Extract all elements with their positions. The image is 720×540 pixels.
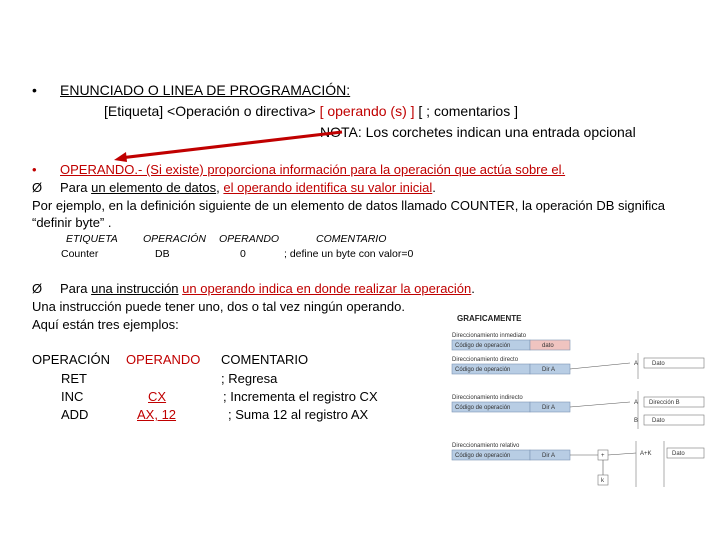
memory-address-label: A [634,400,639,406]
instr-operand-cx: CX [148,389,167,404]
example-paragraph-line1: Por ejemplo, en la definición siguiente de un elemento de datos llamado COUNTER, la operación DB significa [32,198,666,213]
bullet-operando: • [32,162,37,177]
instr-op-inc: INC [61,389,84,404]
header-operando: OPERANDO [219,233,280,245]
instruction-line [60,281,475,296]
offset-k: k [601,478,604,484]
instruction-term: una instrucción [91,281,179,296]
text-segment: , [216,180,220,195]
address-text: Dir A [542,453,556,459]
operando-term: OPERANDO. [60,162,139,177]
instr-header-operando: OPERANDO [126,352,201,367]
text-segment: . [471,281,475,296]
pointer-line [570,402,630,407]
mode-label-indirect: Direccionamiento indirecto [452,395,523,401]
addressing-modes-diagram [448,314,710,490]
memory-value: Dirección B [649,400,680,406]
opcode-text: Código de operación [455,367,511,373]
memory-address-label: B [634,418,639,424]
instr-header-operacion: OPERACIÓN [32,352,111,367]
initial-value-phrase: el operando identifica su valor inicial [223,180,433,195]
pointer-line [608,453,636,455]
address-text: Dir A [542,367,556,373]
operand-text: dato [542,343,554,349]
syntax-label-operation: [Etiqueta] <Operación o directiva> [104,103,316,119]
data-element-line [60,180,436,195]
memory-value: Dato [672,451,685,457]
mode-label-relative: Direccionamiento relativo [452,443,520,449]
cell-comentario: ; define un byte con valor=0 [284,248,414,260]
address-text: Dir A [542,405,556,411]
example-paragraph-line2: “definir byte” . [32,215,112,230]
arrow-bullet: Ø [32,180,43,195]
section-heading: ENUNCIADO O LINEA DE PROGRAMACIÓN: [60,82,351,98]
cell-operacion: DB [155,248,170,260]
header-etiqueta: ETIQUETA [66,233,118,245]
diagram-title: GRAFICAMENTE [457,314,522,323]
memory-value: Dato [652,418,665,424]
header-operacion: OPERACIÓN [143,233,207,245]
instr-operand-ax12: AX, 12 [137,407,177,422]
arrow-bullet: Ø [32,281,43,296]
syntax-line [104,103,518,119]
operand-count-line: Una instrucción puede tener uno, dos o tal vez ningún operando. [32,299,405,314]
bullet: • [32,82,37,98]
cell-operando: 0 [240,248,246,260]
pointer-line [570,363,630,369]
data-element-term: un elemento de datos [91,180,217,195]
examples-intro: Aquí están tres ejemplos: [32,317,179,332]
text-segment: Para [60,180,88,195]
operando-definition [60,162,565,177]
text-segment: . [432,180,436,195]
operand-location-phrase: un operando indica en donde realizar la operación [182,281,472,296]
opcode-text: Código de operación [455,453,511,459]
opcode-text: Código de operación [455,343,511,349]
instr-comment-ret: ; Regresa [221,371,278,386]
optional-note: NOTA: Los corchetes indican una entrada opcional [320,124,636,140]
header-comentario: COMENTARIO [316,233,387,245]
mode-label-immediate: Direccionamiento inmediato [452,333,527,339]
syntax-operands: [ operando (s) ] [319,103,415,119]
instr-op-ret: RET [61,371,87,386]
instr-comment-inc: ; Incrementa el registro CX [223,389,378,404]
opcode-text: Código de operación [455,405,511,411]
syntax-comments: [ ; comentarios ] [418,103,518,119]
mode-label-direct: Direccionamiento directo [452,357,519,363]
memory-address-label: A [634,361,639,367]
memory-address-label: A+K [640,451,652,457]
plus-sign: + [601,453,605,459]
operando-description: - (Si existe) proporciona información para la operación que actúa sobre el. [138,162,566,177]
instr-header-comentario: COMENTARIO [221,352,309,367]
cell-etiqueta: Counter [61,248,99,260]
memory-value: Dato [652,361,665,367]
instr-op-add: ADD [61,407,89,422]
instr-comment-add: ; Suma 12 al registro AX [228,407,369,422]
text-segment: Para [60,281,88,296]
